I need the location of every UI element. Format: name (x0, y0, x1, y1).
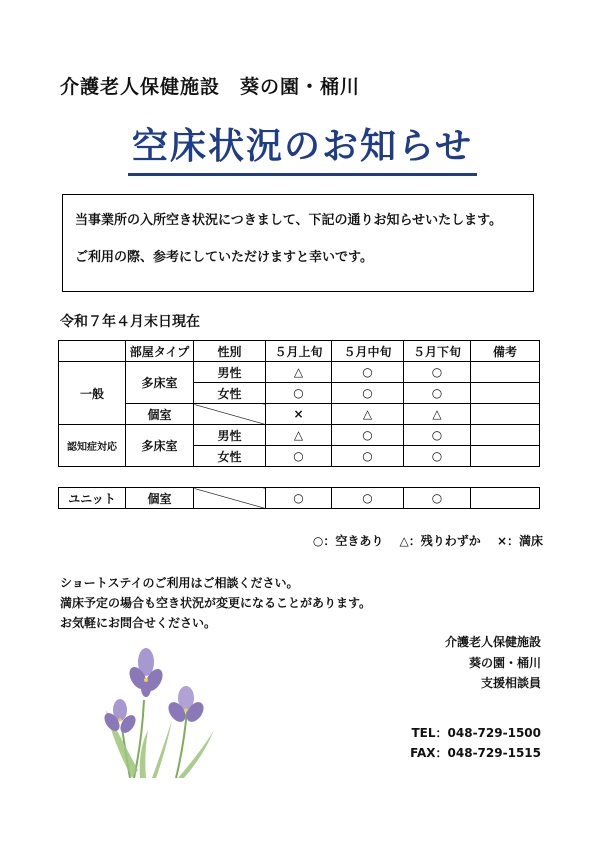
status-cell: △ (332, 404, 404, 425)
contact-name: 介護老人保健施設 (444, 635, 541, 649)
remarks-cell (471, 362, 540, 383)
notice-line-1: 当事業所の入所空き状況につきまして、下記の通りお知らせいたします。 (75, 213, 503, 228)
notice-line-2: ご利用の際、参考にしていただけますと幸いです。 (75, 250, 373, 265)
remarks-cell (471, 425, 540, 446)
table-row (59, 404, 540, 425)
notice-box (62, 194, 534, 292)
page-title-wrap (0, 118, 605, 176)
contact-dept: 支援相談員 (480, 676, 541, 690)
header-mid-may: ５月中旬 (332, 341, 404, 362)
gender-female: 女性 (194, 446, 266, 467)
contact-block (410, 632, 541, 764)
room-type-private: 個室 (126, 404, 194, 425)
remarks-cell (471, 404, 540, 425)
note-line: ショートステイのご利用はご相談ください。 (60, 576, 299, 590)
status-cell: ○ (404, 383, 471, 404)
category-general: 一般 (59, 362, 126, 425)
room-type-private: 個室 (126, 488, 194, 509)
facility-name: 介護老人保健施設 葵の園・桶川 (60, 76, 361, 98)
header-late-may: ５月下旬 (404, 341, 471, 362)
remarks-cell (471, 488, 540, 509)
status-cell: △ (404, 404, 471, 425)
remarks-cell (471, 446, 540, 467)
legend (301, 532, 543, 549)
gender-not-applicable (194, 488, 266, 509)
status-cell: ○ (404, 362, 471, 383)
room-type-multi: 多床室 (126, 362, 194, 404)
header-gender: 性別 (194, 341, 266, 362)
iris-flowers-illustration (92, 640, 232, 780)
status-cell: ○ (332, 425, 404, 446)
status-cell: ○ (266, 446, 332, 467)
note-line: お気軽にお問合せください。 (60, 616, 217, 630)
notes (60, 573, 371, 633)
status-cell: ○ (332, 362, 404, 383)
status-cell: ○ (332, 446, 404, 467)
contact-tel: TEL：048-729-1500 (411, 725, 541, 740)
header-room-type: 部屋タイプ (126, 341, 194, 362)
status-cell: ○ (404, 446, 471, 467)
status-cell: ○ (404, 488, 471, 509)
status-cell: △ (266, 425, 332, 446)
legend-available: ○：空きあり (312, 534, 384, 548)
page-title: 空床状況のお知らせ (128, 118, 477, 176)
category-unit: ユニット (59, 488, 126, 509)
status-cell: ○ (404, 425, 471, 446)
table-header-row (59, 341, 540, 362)
table-row (59, 425, 540, 446)
gender-female: 女性 (194, 383, 266, 404)
gender-male: 男性 (194, 425, 266, 446)
status-cell: ○ (266, 488, 332, 509)
header-blank (59, 341, 126, 362)
category-dementia: 認知症対応 (59, 425, 126, 467)
table-row (59, 362, 540, 383)
remarks-cell (471, 383, 540, 404)
as-of-date: 令和７年４月末日現在 (60, 314, 200, 330)
header-early-may: ５月上旬 (266, 341, 332, 362)
status-cell: × (266, 404, 332, 425)
gender-male: 男性 (194, 362, 266, 383)
header-remarks: 備考 (471, 341, 540, 362)
contact-facility: 葵の園・桶川 (468, 655, 541, 670)
availability-table (58, 340, 540, 467)
gender-not-applicable (194, 404, 266, 425)
unit-table (58, 487, 540, 509)
legend-full: ×：満床 (496, 534, 543, 548)
status-cell: △ (266, 362, 332, 383)
legend-few: △：残りわずか (399, 534, 481, 548)
contact-fax: FAX：048-729-1515 (410, 746, 541, 760)
room-type-multi: 多床室 (126, 425, 194, 467)
status-cell: ○ (332, 383, 404, 404)
table-row (59, 488, 540, 509)
note-line: 満床予定の場合も空き状況が変更になることがあります。 (60, 596, 372, 610)
status-cell: ○ (266, 383, 332, 404)
status-cell: ○ (332, 488, 404, 509)
